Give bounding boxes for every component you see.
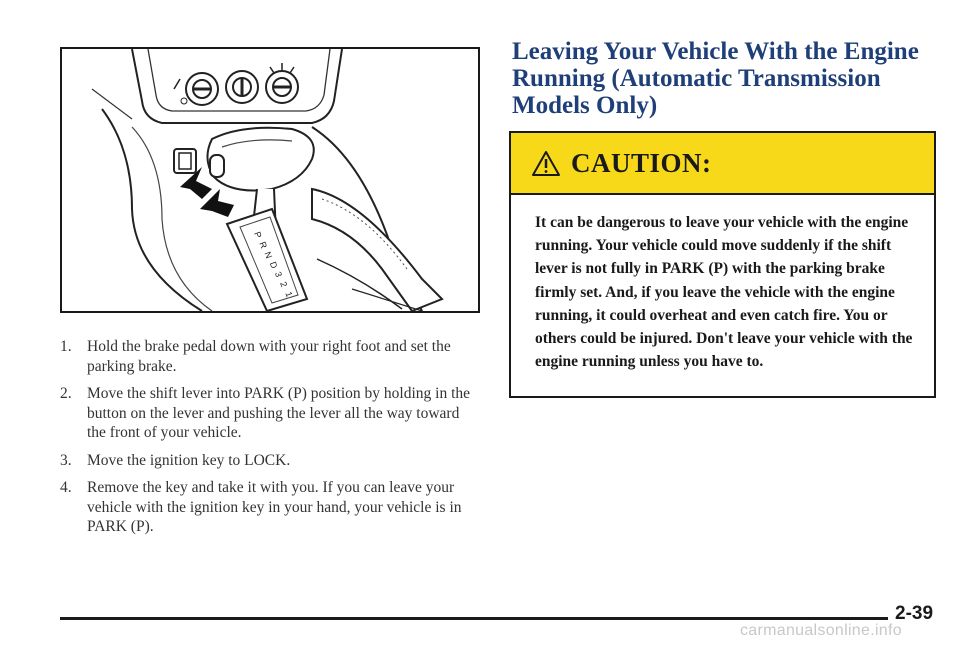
- climate-knobs-icon: [174, 63, 298, 105]
- console-shift-lever-illustration: [60, 47, 480, 313]
- caution-body: It can be dangerous to leave your vehicle with the engine running. Your vehicle could move suddenly if the shift lever is not fully in PARK (P) with the parking brake firmly set. And, if you leave the vehicle with the engine running, it could overheat and even catch fire. You or others could be injured. Don't leave your vehicle with the engine running unless you have to.: [535, 214, 913, 371]
- step-item: [60, 337, 480, 376]
- caution-header: [511, 133, 934, 195]
- gear-label: N: [262, 250, 275, 260]
- step-number: 1.: [60, 338, 72, 355]
- step-text: Hold the brake pedal down with your right foot and set the parking brake.: [87, 338, 451, 375]
- gear-label: 1: [283, 290, 295, 299]
- watermark[interactable]: carmanualsonline.info: [740, 622, 902, 639]
- step-text: Remove the key and take it with you. If you can leave your vehicle with the ignition key in your hand, your vehicle is in PARK (P).: [87, 479, 462, 535]
- instruction-steps: [60, 337, 480, 545]
- step-text: Move the shift lever into PARK (P) position by holding in the button on the lever and pushing the lever all the way toward the front of your vehicle.: [87, 385, 471, 441]
- footer-rule: [60, 617, 888, 620]
- gear-label: D: [267, 260, 280, 270]
- step-number: 2.: [60, 385, 72, 402]
- step-text: Move the ignition key to LOCK.: [87, 451, 291, 469]
- step-number: 3.: [60, 451, 72, 469]
- gear-label: P: [252, 230, 264, 240]
- gear-label: 3: [272, 270, 285, 279]
- warning-triangle-icon: [531, 150, 561, 177]
- step-item: [60, 451, 480, 471]
- page-number: 2-39: [895, 603, 934, 624]
- section-heading: Leaving Your Vehicle With the Engine Running (Automatic Transmission Models Only): [512, 38, 919, 119]
- step-item: [60, 478, 480, 537]
- step-number: 4.: [60, 479, 72, 496]
- shift-lever-drawing: [62, 49, 478, 311]
- caution-box: [509, 131, 936, 398]
- step-item: [60, 384, 480, 443]
- gear-label: 2: [278, 280, 290, 289]
- gear-label: R: [257, 240, 269, 250]
- caution-title: CAUTION:: [571, 147, 712, 178]
